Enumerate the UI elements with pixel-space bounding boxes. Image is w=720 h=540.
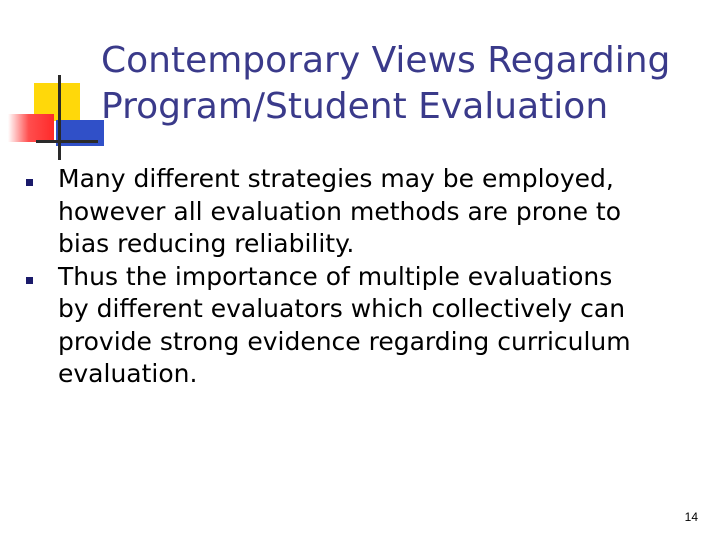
bullet-1-line-1: Many different strategies may be employed, — [58, 164, 614, 193]
bullet-list — [24, 163, 704, 391]
logo-vertical-line — [58, 75, 61, 160]
logo-red-bar — [8, 114, 54, 142]
logo-horizontal-line — [36, 140, 98, 143]
bullet-1-line-2: however all evaluation methods are prone to — [58, 196, 622, 226]
bullet-1-line-3: bias reducing reliability. — [58, 229, 355, 258]
bullet-2-line-4: evaluation. — [58, 359, 198, 388]
bullet-2-line-1: Thus the importance of multiple evaluations — [58, 261, 613, 291]
square-bullet-icon — [26, 277, 33, 284]
bullet-item-2 — [24, 261, 704, 391]
slide-title-line-1: Contemporary Views Regarding — [101, 40, 671, 81]
bullet-2-line-2: by different evaluators which collectively can — [58, 294, 626, 323]
slide-title — [101, 38, 701, 130]
page-number: 14 — [684, 510, 698, 524]
bullet-item-1 — [24, 163, 704, 261]
slide-title-line-2: Program/Student Evaluation — [101, 86, 609, 127]
bullet-2-line-3: provide strong evidence regarding curriculum — [58, 326, 631, 356]
decorative-logo-icon — [0, 0, 110, 170]
square-bullet-icon — [26, 179, 33, 186]
